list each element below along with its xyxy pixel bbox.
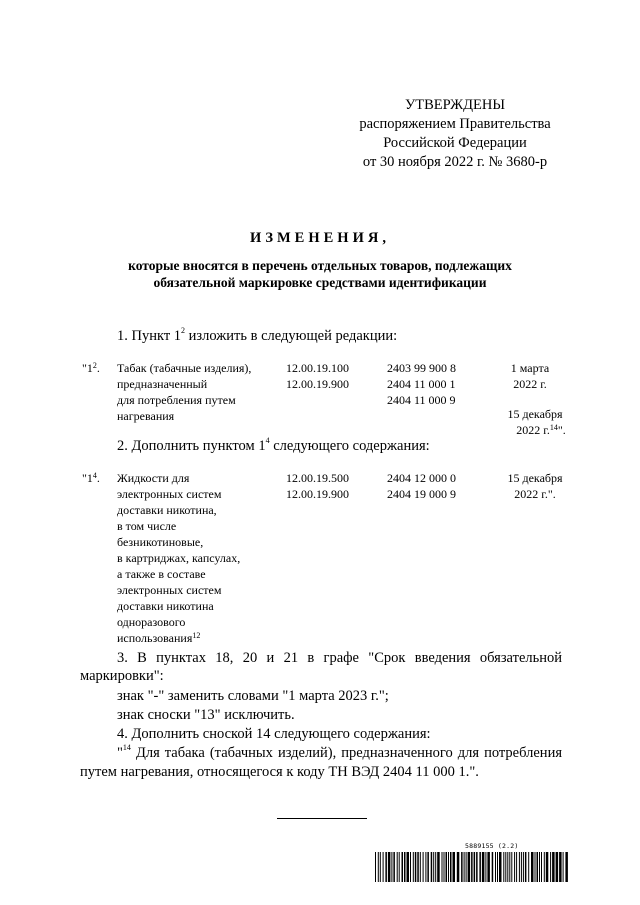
row-2-desc-line: доставки никотина (117, 599, 214, 613)
item-2-text-after: следующего содержания: (269, 438, 430, 454)
barcode-bar (552, 852, 555, 882)
row-1-desc-line: Табак (табачные изделия), (117, 361, 252, 375)
row-1-date-end-sup: 14 (549, 423, 558, 432)
barcode-bar (448, 852, 449, 882)
row-2-desc-line: в том числе (117, 519, 177, 533)
row-2-okpd-code: 12.00.19.900 (286, 487, 349, 501)
item-4-line-3: путем нагревания, относящегося к коду ТН ВЭД 2404 11 000 1.". (80, 764, 479, 780)
document-title: ИЗМЕНЕНИЯ, (250, 230, 390, 246)
barcode-bar (444, 852, 445, 882)
row-2-desc-last-line (117, 630, 240, 646)
barcode-bar (563, 852, 564, 882)
row-1-marker-sup: 2 (92, 361, 97, 370)
subtitle-line-2: обязательной маркировке средствами идентификации (153, 275, 487, 290)
row-2-desc-line: электронных систем (117, 487, 222, 501)
approval-line-federation: Российской Федерации (383, 135, 527, 151)
row-2-marker-text: "1 (82, 471, 93, 485)
item-2-sup: 4 (265, 436, 270, 445)
row-1-date-end (490, 406, 580, 438)
item-2-paragraph (117, 438, 430, 455)
barcode-bar (404, 852, 406, 882)
barcode-bar (380, 852, 381, 882)
row-2-okpd-code: 12.00.19.500 (286, 471, 349, 485)
row-1-date-end-line: 15 декабря (507, 407, 563, 421)
row-2-tnved-code: 2404 12 000 0 (387, 471, 456, 485)
approval-line-date: от 30 ноября 2022 г. № 3680-р (362, 154, 548, 170)
barcode-bar (427, 852, 429, 882)
barcode-bar (546, 852, 549, 882)
item-3-line-1: 3. В пунктах 18, 20 и 21 в графе "Срок введения обязательной (117, 650, 562, 666)
row-1-marker-text: "1 (82, 361, 93, 375)
separator-rule (277, 818, 367, 819)
row-1-date-end-line-2 (496, 422, 586, 438)
barcode-bar (425, 852, 426, 882)
barcode-bar (535, 852, 536, 882)
barcode-bar (511, 852, 512, 882)
row-1-desc-line: нагревания (117, 409, 175, 423)
row-1-date-end-year: 2022 г. (516, 423, 550, 437)
row-2-desc-line: а также в составе (117, 567, 206, 581)
barcode-bar (385, 852, 387, 882)
barcode-bar (505, 852, 506, 882)
item-3-line-3: знак "-" заменить словами "1 марта 2023 г."; (117, 688, 389, 704)
item-1-text-after: изложить в следующей редакции: (185, 328, 398, 344)
item-4-line-2-text: Для табака (табачных изделий), предназначенного для потребления (130, 745, 562, 761)
barcode-bar (492, 852, 494, 882)
barcode-bar (417, 852, 419, 882)
row-1-desc-line: предназначенный (117, 377, 208, 391)
barcode-bar (541, 852, 542, 882)
barcode-bar (550, 852, 551, 882)
row-2-desc-line: безникотиновые, (117, 535, 204, 549)
barcode-bar (507, 852, 508, 882)
barcode-image (375, 852, 570, 882)
barcode-bar (464, 852, 465, 882)
barcode-bar (537, 852, 539, 882)
barcode-bar (516, 852, 517, 882)
barcode-bar (509, 852, 510, 882)
barcode-bar (476, 852, 478, 882)
row-1-tnved-code: 2404 11 000 9 (387, 393, 456, 407)
row-2-tnved-code: 2404 19 000 9 (387, 487, 456, 501)
barcode-bar (544, 852, 545, 882)
row-2-desc-line: электронных систем (117, 583, 222, 597)
barcode-bar (415, 852, 417, 882)
barcode-bar (388, 852, 391, 882)
item-4-line-1: 4. Дополнить сноской 14 следующего содержания: (117, 726, 431, 742)
barcode-bar (383, 852, 384, 882)
row-2-description (117, 470, 240, 646)
row-1-okpd-code: 12.00.19.900 (286, 377, 349, 391)
item-1-sup: 2 (181, 326, 186, 335)
barcode-bar (487, 852, 490, 882)
item-3-line-4: знак сноски "13" исключить. (117, 707, 295, 723)
row-1-desc-line: для потребления путем (117, 393, 236, 407)
row-1-date-line: 1 марта (510, 361, 550, 375)
barcode-bar (433, 852, 434, 882)
barcode-bar (559, 852, 562, 882)
row-1-description (117, 360, 251, 424)
document-subtitle (80, 257, 560, 291)
approval-block (330, 96, 580, 172)
item-1-paragraph (117, 328, 397, 345)
barcode-bar (397, 852, 398, 882)
barcode-bar (391, 852, 392, 882)
row-2-tnved (387, 470, 456, 502)
approval-line-order: распоряжением Правительства (359, 116, 551, 132)
row-2-desc-last-text: использования (117, 631, 193, 645)
approval-title: УТВЕРЖДЕНЫ (404, 97, 506, 113)
row-2-desc-line: Жидкости для (117, 471, 190, 485)
barcode-bar (539, 852, 540, 882)
barcode-bar (565, 852, 568, 882)
row-1-tnved-code: 2403 99 900 8 (387, 361, 456, 375)
barcode-bar (514, 852, 515, 882)
barcode-number: 5889155 (2.2) (465, 842, 519, 850)
row-1-okpd-code: 12.00.19.100 (286, 361, 349, 375)
barcode-bar (457, 852, 460, 882)
barcode-bar (435, 852, 436, 882)
barcode-bar (442, 852, 443, 882)
item-4-line-2 (117, 745, 562, 762)
row-1-okpd (286, 360, 349, 392)
barcode-bar (378, 852, 379, 882)
row-2-date (485, 470, 585, 502)
item-4-sup: 14 (122, 743, 131, 752)
barcode-bar (479, 852, 481, 882)
barcode-bar (528, 852, 529, 882)
barcode-bar (453, 852, 456, 882)
barcode-bar (519, 852, 520, 882)
barcode-bar (420, 852, 421, 882)
barcode-bar (399, 852, 400, 882)
barcode-bar (468, 852, 471, 882)
barcode-bar (482, 852, 485, 882)
barcode-bar (446, 852, 448, 882)
barcode-bar (431, 852, 433, 882)
barcode-bar (423, 852, 424, 882)
barcode-bar (485, 852, 486, 882)
barcode-bar (503, 852, 504, 882)
row-1-date-line: 2022 г. (513, 377, 547, 391)
row-1-marker (82, 360, 100, 376)
row-1-date-start (480, 360, 580, 392)
row-2-date-line: 15 декабря (507, 471, 563, 485)
row-1-tnved (387, 360, 456, 408)
barcode-bar (497, 852, 498, 882)
barcode-bar (471, 852, 473, 882)
row-2-marker-sup: 4 (92, 471, 97, 480)
barcode-bar (466, 852, 467, 882)
item-1-text-before: 1. Пункт 1 (117, 328, 182, 344)
row-2-date-line: 2022 г.". (514, 487, 556, 501)
barcode-bar (525, 852, 527, 882)
barcode-bar (393, 852, 395, 882)
row-2-marker-dot: . (96, 471, 100, 485)
barcode-bar (499, 852, 502, 882)
item-3-line-2: маркировки": (80, 668, 164, 684)
subtitle-line-1: которые вносятся в перечень отдельных товаров, подлежащих (128, 258, 512, 273)
barcode-bar (474, 852, 476, 882)
row-2-desc-line: одноразового (117, 615, 186, 629)
barcode-bar (556, 852, 559, 882)
barcode-bar (461, 852, 463, 882)
row-1-tnved-code: 2404 11 000 1 (387, 377, 456, 391)
barcode-bar (402, 852, 404, 882)
barcode-bar (407, 852, 410, 882)
row-1-marker-dot: . (96, 361, 100, 375)
row-2-desc-line: в картриджах, капсулах, (117, 551, 241, 565)
row-2-okpd (286, 470, 349, 502)
item-4-quote: " (117, 745, 123, 761)
row-2-marker (82, 470, 100, 486)
barcode-bar (495, 852, 496, 882)
barcode-bar (413, 852, 414, 882)
item-2-text-before: 2. Дополнить пунктом 1 (117, 438, 266, 454)
barcode-bar (521, 852, 522, 882)
barcode-bar (450, 852, 452, 882)
barcode-bar (437, 852, 440, 882)
row-2-desc-line: доставки никотина, (117, 503, 217, 517)
barcode-bar (410, 852, 411, 882)
row-2-desc-last-sup: 12 (192, 631, 201, 640)
barcode-bar (531, 852, 534, 882)
barcode-bar (523, 852, 524, 882)
barcode-bar (375, 852, 376, 882)
row-1-date-end-suffix: ". (557, 423, 566, 437)
